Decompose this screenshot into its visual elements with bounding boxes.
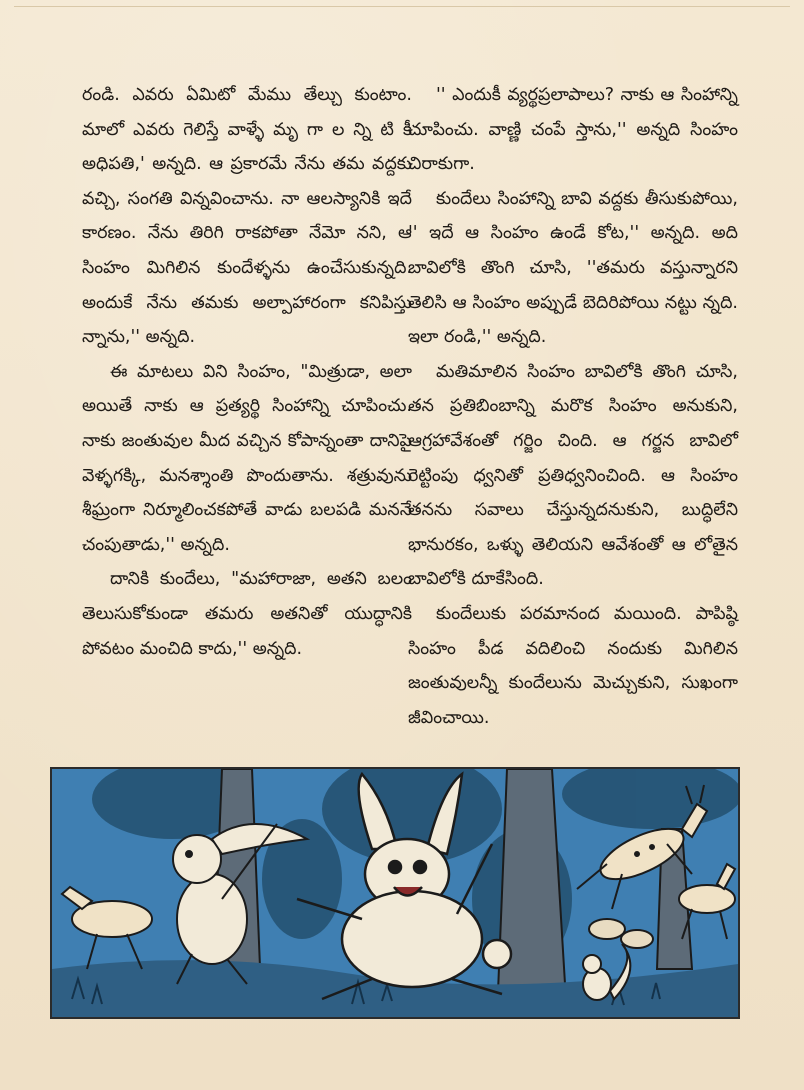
paragraph: '' ఎందుకీ వ్యర్థప్రలాపాలు? నాకు ఆ సింహాన్ని చూపించు. వాణ్ణి చంపే స్తాను,'' అన్నది సింహం చిరాకుగా.	[408, 85, 738, 175]
right-text-column	[408, 78, 738, 735]
paragraph: మతిమాలిన సింహం బావిలోకి తొంగి చూసి, తన ప్రతిబింబాన్ని మరొక సింహం అనుకుని, ఆగ్రహావేశంతో గర్జిం చింది. ఆ గర్జన బావిలో రెట్టింపు ధ్వనితో ప్రతిధ్వనించింది. ఆ సింహం తనను సవాలు చేస్తున్నదనుకుని, బుద్ధిలేని భానురకం, ఒళ్ళు తెలియని ఆవేశంతో ఆ లోతైన బావిలోకి దూకేసింది.	[408, 361, 738, 590]
paragraph: కుందేలు సింహాన్ని బావి వద్దకు తీసుకుపోయి, '' ఇదే ఆ సింహం ఉండే కోట,'' అన్నది. అది బావిలోకి తొంగి చూసి, ''తమరు వస్తున్నారని తెలిసి ఆ సింహం అప్పుడే బెదిరిపోయి నట్టు న్నది. ఇలా రండి,'' అన్నది.	[408, 188, 738, 348]
forest-animals-illustration	[50, 767, 740, 1019]
page-edge	[14, 6, 790, 7]
forest-animals-celebrating-illustration-icon	[52, 769, 738, 1017]
paragraph: కుందేలుకు పరమానంద మయింది. పాపిష్ఠి సింహం పీడ వదిలించి నందుకు మిగిలిన జంతువులన్నీ కుందేలును మెచ్చుకుని, సుఖంగా జీవించాయి.	[408, 603, 738, 728]
paragraph: ఈ మాటలు విని సింహం, "మిత్రుడా, అలా అయితే నాకు ఆ ప్రత్యర్థి సింహాన్ని చూపించు. నాకు జంతువుల మీద వచ్చిన కోపాన్నంతా దానిపై వెళ్ళగక్కి, మనశ్శాంతి పొందుతాను. శత్రువును శీఘ్రంగా నిర్మూలించకపోతే వాడు బలపడి మననే చంపుతాడు,'' అన్నది.	[82, 361, 412, 555]
left-text-column	[82, 78, 412, 666]
paragraph: రండి. ఎవరు ఏమిటో మేము తేల్చు కుంటాం. మాలో ఎవరు గెలిస్తే వాళ్ళే మృ గా ల న్ని టి కీ అధిపతి,' అన్నది. ఆ ప్రకారమే నేను తమ వద్దకు వచ్చి, సంగతి విన్నవించాను. నా ఆలస్యానికి ఇదే కారణం. నేను తిరిగి రాకపోతా నేమో నని, ఆ సింహం మిగిలిన కుందేళ్ళను ఉంచేసుకున్నది. అందుకే నేను తమకు అల్పాహారంగా కనిపిస్తు న్నాను,'' అన్నది.	[82, 85, 412, 348]
paragraph: దానికి కుందేలు, "మహారాజా, అతని బలం తెలుసుకోకుండా తమరు అతనితో యుద్ధానికి పోవటం మంచిది కాదు,'' అన్నది.	[82, 569, 412, 659]
